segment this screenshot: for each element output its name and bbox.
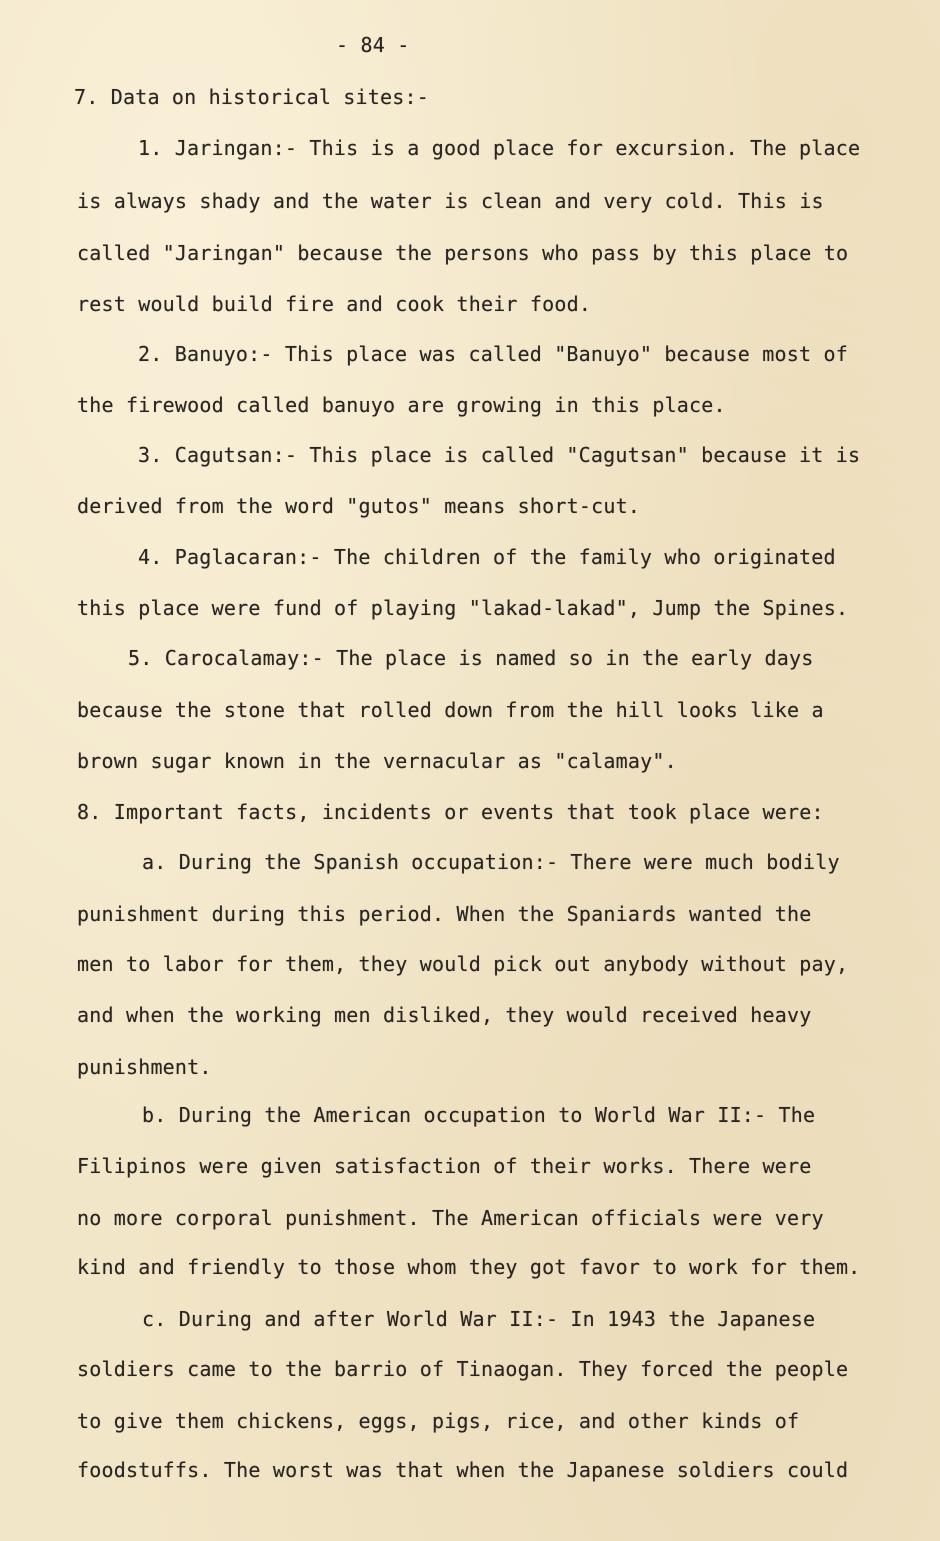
page-number: - 84 - (336, 33, 410, 57)
text-line: Filipinos were given satisfaction of their works. There were (77, 1154, 812, 1178)
text-line: this place were fund of playing "lakad-lakad", Jump the Spines. (77, 596, 849, 620)
text-line: 3. Cagutsan:- This place is called "Cagutsan" because it is (138, 443, 861, 467)
text-line: brown sugar known in the vernacular as "calamay". (77, 749, 677, 773)
text-line: the firewood called banuyo are growing in this place. (77, 393, 726, 417)
text-line: b. During the American occupation to World War II:- The (142, 1103, 816, 1127)
text-line: punishment. (77, 1055, 212, 1079)
text-line: kind and friendly to those whom they got favor to work for them. (77, 1255, 861, 1279)
text-line: called "Jaringan" because the persons who pass by this place to (77, 241, 849, 265)
text-line: men to labor for them, they would pick out anybody without pay, (77, 952, 849, 976)
text-line: is always shady and the water is clean and very cold. This is (77, 189, 824, 213)
text-line: a. During the Spanish occupation:- There were much bodily (142, 850, 840, 874)
text-line: and when the working men disliked, they would received heavy (77, 1003, 812, 1027)
text-line: 4. Paglacaran:- The children of the family who originated (138, 545, 836, 569)
text-line: 5. Carocalamay:- The place is named so in the early days (128, 646, 814, 670)
text-line: c. During and after World War II:- In 1943 the Japanese (142, 1307, 816, 1331)
text-line: foodstuffs. The worst was that when the Japanese soldiers could (77, 1458, 849, 1482)
text-line: rest would build fire and cook their food. (77, 292, 592, 316)
text-line: punishment during this period. When the Spaniards wanted the (77, 902, 812, 926)
text-line: 2. Banuyo:- This place was called "Banuyo" because most of (138, 342, 848, 366)
text-line: to give them chickens, eggs, pigs, rice, and other kinds of (77, 1409, 800, 1433)
section-heading-historical-sites: 7. Data on historical sites:- (74, 85, 429, 109)
text-line: 1. Jaringan:- This is a good place for excursion. The place (138, 136, 861, 160)
text-line: soldiers came to the barrio of Tinaogan. They forced the people (77, 1357, 849, 1381)
text-line: because the stone that rolled down from the hill looks like a (77, 698, 824, 722)
section-heading-important-facts: 8. Important facts, incidents or events that took place were: (77, 800, 824, 824)
text-line: derived from the word "gutos" means short-cut. (77, 494, 641, 518)
text-line: no more corporal punishment. The American officials were very (77, 1206, 824, 1230)
